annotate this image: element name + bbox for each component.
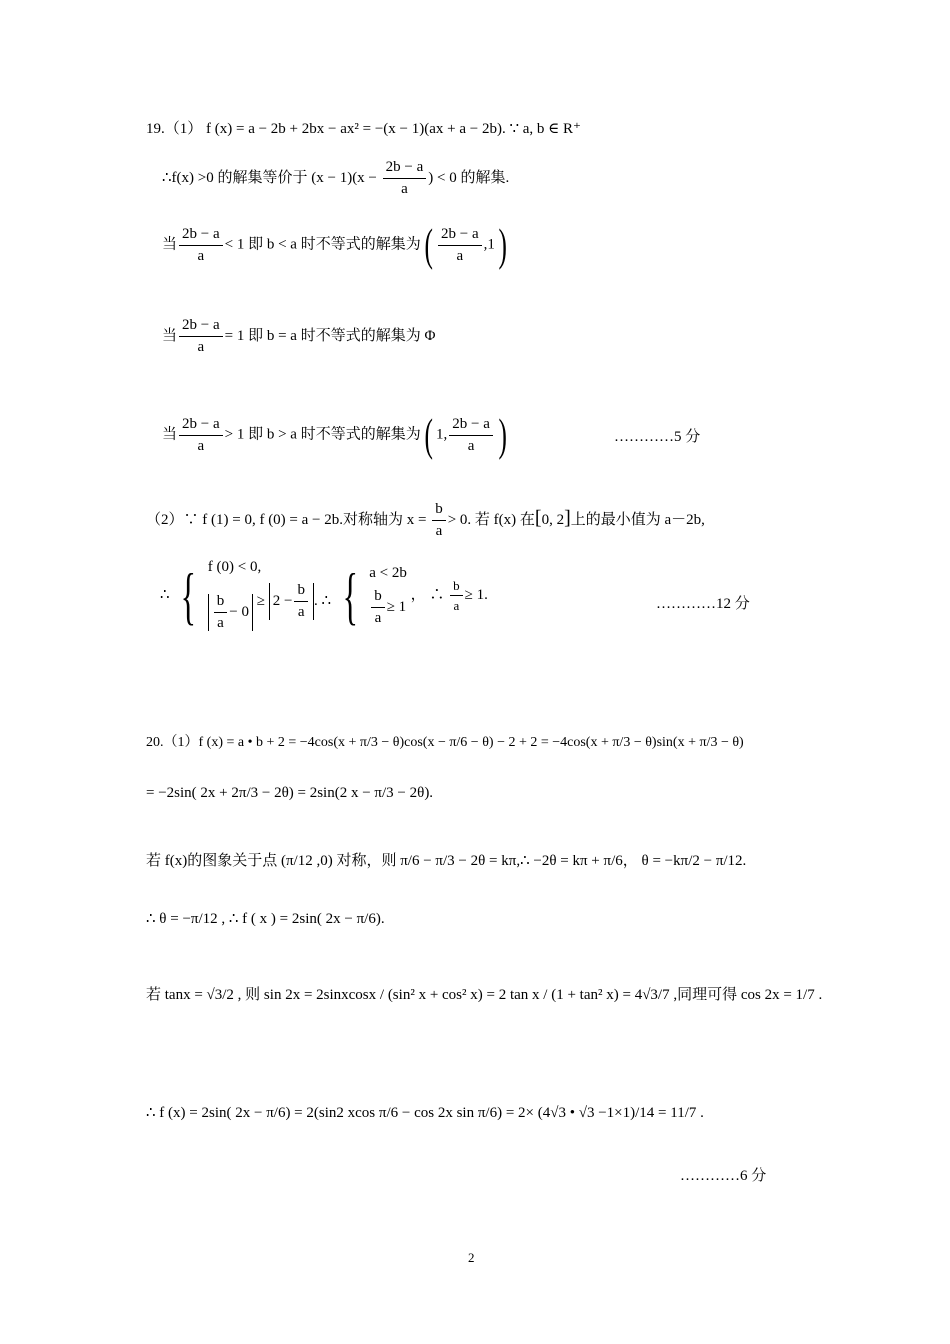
q20-line1: 20.（1）f (x) = a • b + 2 = −4cos(x + π/3 − θ)cos(x − π/6 − θ) − 2 + 2 = −4cos(x + π/3 − θ)sin(x + π/3 − θ) (146, 735, 744, 750)
q19-case3: 当 $\frac{2b - a}{a}$ > 1 即 b > a 时不等式的解集为( 1, $\frac{2b - a}{a}$ ) (162, 409, 507, 460)
q20-line6: ∴ f (x) = 2sin( 2x − π/6) = 2(sin2 xcos π/6 − cos 2x sin π/6) = 2× (4√3 • √3 −1×1)/14 = 11/7 . (146, 1105, 704, 1121)
fraction: $\frac{2b - a}{a}$ (179, 417, 223, 454)
q20-line3: 若 f(x)的图象关于点 (π/12 ,0) 对称，则 π/6 − π/3 − 2θ = kπ,∴ −2θ = kπ + π/6， θ = −kπ/2 − π/12. (146, 853, 747, 869)
fraction: $\frac{2b - a}{a}$ (179, 318, 223, 355)
fraction: $\frac{2b - a}{a}$ (438, 227, 482, 264)
q19-line2: ∴f(x) >0 的解集等价于 (x − 1)(x − $\frac{2b - a}{a}$ ) < 0 的解集. (162, 159, 510, 197)
score-5: …………5 分 (614, 429, 701, 445)
q19-line1: 19.（1） f (x) = a − 2b + 2bx − ax² = −(x − 1)(ax + a − 2b). ∵ a, b ∈ R⁺ (146, 121, 581, 137)
page-number: 2 (468, 1250, 475, 1265)
system-1: f (0) < 0, $\frac{b}{a}$ − 0 ≥ 2 − $\frac{b}{a}$ . ∴ (207, 559, 331, 631)
q20-line2: = −2sin( 2x + 2π/3 − 2θ) = 2sin(2 x − π/3 − 2θ). (146, 785, 434, 801)
q20-line4: ∴ θ = −π/12 , ∴ f ( x ) = 2sin( 2x − π/6). (146, 911, 385, 927)
q19-case1: 当 $\frac{2b - a}{a}$ < 1 即 b < a 时不等式的解集为( $\frac{2b - a}{a}$ ,1) (162, 219, 507, 270)
q19-case2: 当 $\frac{2b - a}{a}$ = 1 即 b = a 时不等式的解集为 Φ (162, 317, 436, 355)
fraction: $\frac{2b - a}{a}$ (449, 417, 493, 454)
q19-part2-line1: （2）∵ f (1) = 0, f (0) = a − 2b.对称轴为 x = $\frac{b}{a}$ > 0. 若 f(x) 在[0, 2]上的最小值为 a－2b, (146, 501, 705, 539)
fraction: $\frac{2b - a}{a}$ (179, 227, 223, 264)
fraction: $\frac{b}{a}$ (432, 502, 446, 539)
system-2: a < 2b $\frac{b}{a}$ ≥ 1 (369, 564, 407, 626)
score-12: …………12 分 (656, 596, 750, 612)
fraction: $\frac{2b - a}{a}$ (383, 160, 427, 197)
score-6: …………6 分 (680, 1168, 767, 1184)
q20-line5: 若 tanx = √3/2 , 则 sin 2x = 2sinxcosx / (sin² x + cos² x) = 2 tan x / (1 + tan² x) = 4√3/7 ,同理可得 cos 2x = 1/7 . (146, 987, 823, 1003)
q19-system: ∴ { f (0) < 0, $\frac{b}{a}$ − 0 ≥ 2 − $\frac{b}{a}$ . ∴ { a < 2b $\frac{b}{a}$ ≥ 1 ， ∴ $\frac{b}{a}$ ≥ 1. (160, 556, 488, 635)
